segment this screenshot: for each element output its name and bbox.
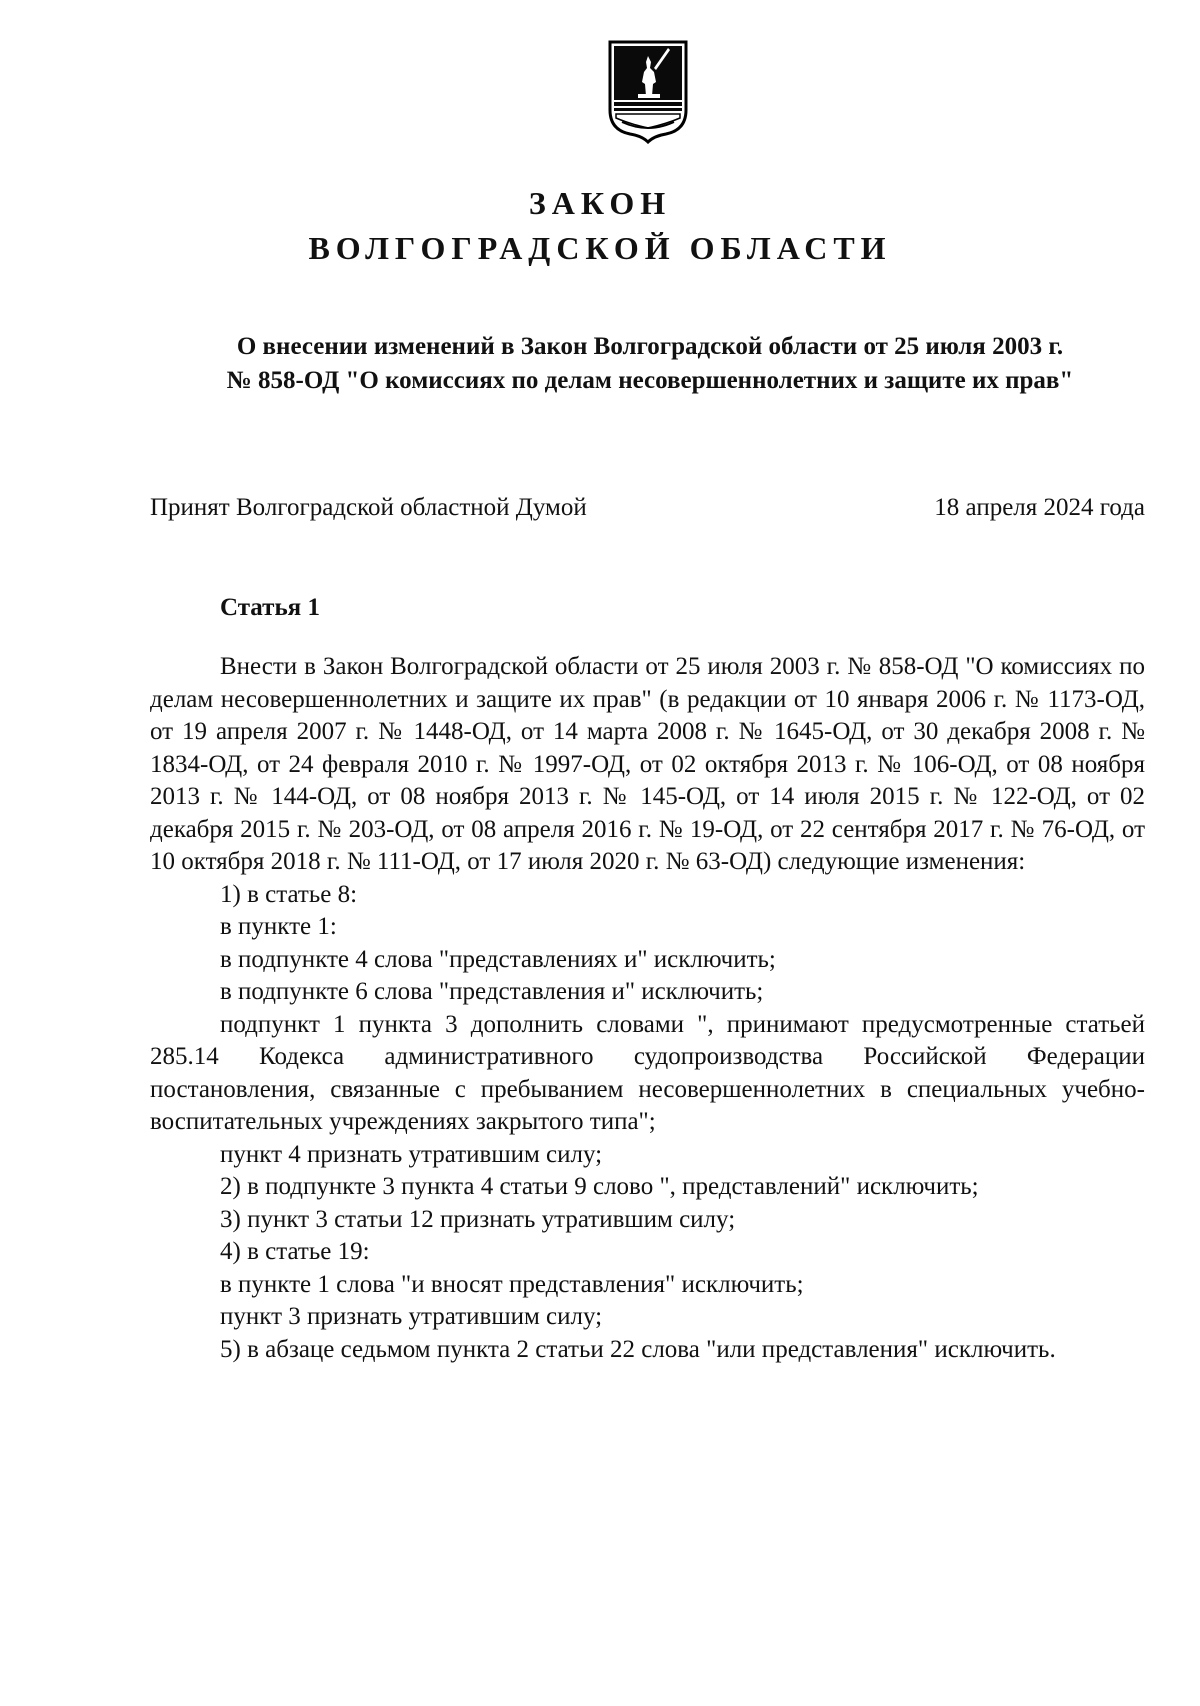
article-paragraph: в подпункте 6 слова "представления и" исключить; xyxy=(220,978,764,1005)
law-subject-line-2: № 858-ОД "О комиссиях по делам несовершеннолетних и защите их прав" xyxy=(226,367,1074,394)
law-subject-line-1: О внесении изменений в Закон Волгоградской области от 25 июля 2003 г. xyxy=(236,333,1064,360)
document-type-title: ЗАКОН xyxy=(528,185,672,221)
article-paragraph: пункт 3 признать утратившим силу; xyxy=(220,1303,603,1330)
issuing-region-title: ВОЛГОГРАДСКОЙ ОБЛАСТИ xyxy=(308,230,892,266)
article-paragraph: 5) в абзаце седьмом пункта 2 статьи 22 слова "или представления" исключить. xyxy=(220,1335,1056,1363)
coat-of-arms-emblem xyxy=(606,38,690,144)
article-heading: Статья 1 xyxy=(220,594,320,621)
adopting-body: Принят Волгоградской областной Думой xyxy=(150,494,587,521)
article-paragraph: в подпункте 4 слова "представлениях и" исключить; xyxy=(220,945,776,973)
article-paragraph: Внести в Закон Волгоградской области от 25 июля 2003 г. № 858-ОД "О комиссиях по делам несовершеннолетних и защите их прав" (в редакции от 10 января 2006 г. № 1173-ОД, от 19 апреля 2007 г. № 1448-ОД, от 14 марта 2008 г. № 1645-ОД, от 30 декабря 2008 г. № 1834-ОД, от 24 февраля 2010 г. № 1997-ОД, от 02 октября 2013 г. № 106-ОД, от 08 ноября 2013 г. № 144-ОД, от 08 ноября 2013 г. № 145-ОД, от 14 июля 2015 г. № 122-ОД, от 02 декабря 2015 г. № 203-ОД, от 08 апреля 2016 г. № 19-ОД, от 22 сентября 2017 г. № 76-ОД, от 10 октября 2018 г. № 111-ОД, от 17 июля 2020 г. № 63-ОД) следующие изменения: xyxy=(150,653,1145,875)
article-paragraph: в пункте 1: xyxy=(220,913,337,940)
article-paragraph: 3) пункт 3 статьи 12 признать утратившим силу; xyxy=(220,1205,736,1233)
article-paragraph: 1) в статье 8: xyxy=(220,880,358,908)
adoption-date: 18 апреля 2024 года xyxy=(934,494,1145,521)
law-subject xyxy=(150,330,1150,398)
article-body xyxy=(150,651,1145,1366)
article-paragraph: 4) в статье 19: xyxy=(220,1238,370,1265)
adoption-line xyxy=(150,494,1145,528)
article-paragraph: в пункте 1 слова "и вносят представления" исключить; xyxy=(220,1270,804,1298)
article-paragraph: пункт 4 признать утратившим силу; xyxy=(220,1140,603,1168)
article-paragraph: 2) в подпункте 3 пункта 4 статьи 9 слово ", представлений" исключить; xyxy=(220,1173,979,1200)
article-paragraph: подпункт 1 пункта 3 дополнить словами ", принимают предусмотренные статьей 285.14 Кодекса административного судопроизводства Российской Федерации постановления, связанные с пребыванием несовершеннолетних в специальных учебно-воспитательных учреждениях закрытого типа"; xyxy=(150,1010,1145,1135)
